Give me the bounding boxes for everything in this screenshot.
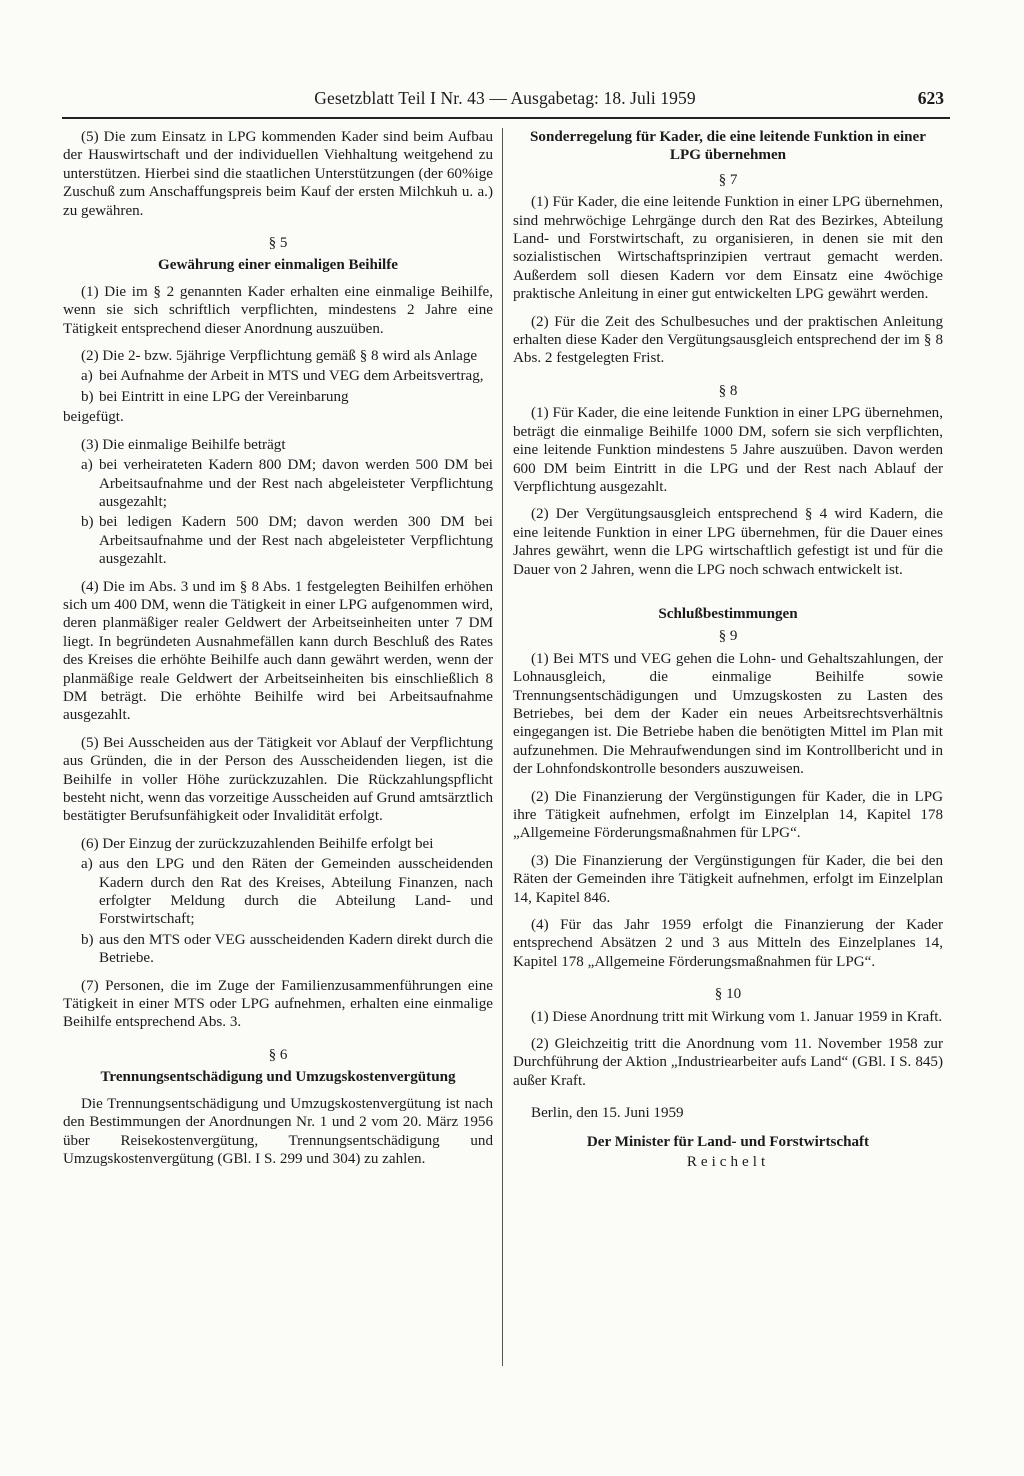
- list-label: a): [81, 457, 93, 474]
- section-number: § 7: [718, 171, 738, 188]
- section-number: § 8: [718, 382, 738, 399]
- paragraph: (1) Bei MTS und VEG gehen die Lohn- und Gehaltszahlungen, der Lohnausgleich, die einmalige Beihilfe sowie Trennungsentschädigungen und Umzugskosten zu Lasten des Betriebes, bei dem der Kader ein neues Arbeitsrechtsverhältnis eingegangen ist. Die Betriebe haben die benötigten Mittel im Plan mit aufzunehmen. Die Mehraufwendungen sind im Kontrollbericht und in der Lohnfondskontrolle besonders auszuweisen.: [513, 650, 943, 778]
- paragraph: (5) Die zum Einsatz in LPG kommenden Kader sind beim Aufbau der Hauswirtschaft und der individuellen Viehhaltung weitgehend zu unterstützen. Hierbei sind die staatlichen Unterstützungen (der 60%ige Zuschuß zum Anschaffungspreis beim Kauf der ersten Milchkuh u. a.) zu gewähren.: [63, 129, 493, 219]
- list-label: b): [81, 931, 94, 948]
- list-item: [81, 456, 493, 511]
- list-label: a): [81, 856, 93, 873]
- right-column: [513, 128, 943, 1172]
- list: [81, 367, 493, 406]
- list-text: bei verheirateten Kadern 800 DM; davon werden 500 DM bei Arbeitsaufnahme und der Rest nach abgeleisteter Verpflichtung ausgezahlt;: [99, 457, 493, 510]
- paragraph: (2) Die Finanzierung der Vergünstigungen für Kader, die in LPG ihre Tätigkeit aufnehmen, erfolgt im Einzelplan 14, Kapitel 178 „Allgemeine Förderungsmaßnahmen für LPG“.: [513, 788, 943, 842]
- section-number: § 6: [268, 1046, 288, 1063]
- list: [81, 456, 493, 568]
- paragraph: (2) Für die Zeit des Schulbesuches und der praktischen Anleitung erhalten diese Kader den Vergütungsausgleich entsprechend der im § 8 Abs. 2 festgelegten Frist.: [513, 313, 943, 367]
- list-text: aus den LPG und den Räten der Gemeinden ausscheidenden Kadern durch den Rat des Kreises, Abteilung Finanzen, nach erfolgter Meldung durch die Abteilung Land- und Forstwirtschaft;: [99, 856, 493, 928]
- list-item: [81, 367, 493, 385]
- list-item: [81, 388, 493, 406]
- column-divider: [502, 128, 503, 1366]
- paragraph: (5) Bei Ausscheiden aus der Tätigkeit vor Ablauf der Verpflichtung aus Gründen, die in der Person des Ausscheidenden liegen, ist die Beihilfe in voller Höhe zurückzuzahlen. Die Rückzahlungspflicht besteht nicht, wenn das vorzeitige Ausscheiden auf Grund amtsärztlich bestätigter Berufsunfähigkeit oder Invalidität erfolgt.: [63, 734, 493, 825]
- paragraph: (1) Für Kader, die eine leitende Funktion in einer LPG übernehmen, beträgt die einmalige Beihilfe 1000 DM, sofern sie sich verpflichten, eine leitende Funktion mindestens 5 Jahre auszuüben. Davon werden 600 DM beim Eintritt in die LPG und der Rest nach Ablauf der Verpflichtung ausgezahlt.: [513, 405, 943, 495]
- list-label: a): [81, 368, 93, 385]
- paragraph: (7) Personen, die im Zuge der Familienzusammenführungen eine Tätigkeit in einer MTS oder LPG aufnehmen, erhalten eine einmalige Beihilfe entsprechend Abs. 3.: [63, 977, 493, 1031]
- paragraph: (2) Die 2- bzw. 5jährige Verpflichtung gemäß § 8 wird als Anlage: [81, 348, 478, 365]
- gazette-title: Gesetzblatt Teil I Nr. 43 — Ausgabetag: 18. Juli 1959: [314, 88, 696, 108]
- list: [81, 855, 493, 967]
- paragraph: (2) Gleichzeitig tritt die Anordnung vom 11. November 1958 zur Durchführung der Aktion „Industriearbeiter aufs Land“ (GBl. I S. 845) außer Kraft.: [513, 1036, 943, 1089]
- paragraph: beigefügt.: [63, 409, 124, 426]
- signer-title: Der Minister für Land- und Forstwirtschaft: [586, 1133, 870, 1150]
- list-label: b): [81, 514, 94, 531]
- section-number: § 10: [714, 986, 742, 1003]
- list-item: [81, 931, 493, 968]
- page-header: [60, 88, 950, 114]
- section-heading: Gewährung einer einmaligen Beihilfe: [158, 257, 398, 274]
- paragraph: Die Trennungsentschädigung und Umzugskostenvergütung ist nach den Bestimmungen der Anordnungen Nr. 1 und 2 vom 20. März 1956 über Reisekostenvergütung, Trennungsentschädigung und Umzugskostenvergütung (GBl. I S. 299 und 304) zu zahlen.: [63, 1095, 493, 1167]
- place-date: Berlin, den 15. Juni 1959: [531, 1105, 684, 1122]
- section-heading: Schlußbestimmungen: [658, 605, 798, 622]
- header-rule: [62, 117, 950, 119]
- list-item: [81, 855, 493, 929]
- paragraph: (4) Für das Jahr 1959 erfolgt die Finanzierung der Kader entsprechend Absätzen 2 und 3 aus Mitteln des Einzelplanes 14, Kapitel 178 „Allgemeine Förderungsmaßnahmen für LPG“.: [513, 917, 943, 970]
- left-column: [63, 128, 493, 1177]
- paragraph: (1) Die im § 2 genannten Kader erhalten eine einmalige Beihilfe, wenn sie sich schriftlich verpflichten, mindestens 2 Jahre eine Tätigkeit entsprechend dieser Anordnung auszuüben.: [63, 283, 493, 337]
- section-heading: Sonderregelung für Kader, die eine leitende Funktion in einer LPG übernehmen: [530, 129, 926, 164]
- section-number: § 9: [718, 628, 738, 645]
- list-text: bei Eintritt in eine LPG der Vereinbarung: [99, 388, 349, 405]
- list-label: b): [81, 388, 94, 405]
- list-item: [81, 513, 493, 568]
- signer-name: Reichelt: [686, 1154, 770, 1171]
- paragraph: (3) Die einmalige Beihilfe beträgt: [81, 436, 286, 453]
- list-text: aus den MTS oder VEG ausscheidenden Kadern direkt durch die Betriebe.: [99, 931, 493, 967]
- section-number: § 5: [268, 235, 288, 252]
- list-text: bei Aufnahme der Arbeit in MTS und VEG dem Arbeitsvertrag,: [99, 368, 484, 385]
- page-number: 623: [917, 88, 944, 108]
- list-text: bei ledigen Kadern 500 DM; davon werden 300 DM bei Arbeitsaufnahme und der Rest nach abgeleisteter Verpflichtung ausgezahlt.: [99, 514, 493, 568]
- paragraph: (6) Der Einzug der zurückzuzahlenden Beihilfe erfolgt bei: [81, 835, 434, 852]
- paragraph: (2) Der Vergütungsausgleich entsprechend § 4 wird Kadern, die eine leitende Funktion in einer LPG übernehmen, für die Dauer eines Jahres gewährt, wenn die LPG wirtschaftlich gefestigt ist und für die Dauer von 2 Jahren, wenn die LPG noch schwach entwickelt ist.: [513, 506, 943, 578]
- paragraph: (3) Die Finanzierung der Vergünstigungen für Kader, die bei den Räten der Gemeinden ihre Tätigkeit aufnehmen, erfolgt im Einzelplan 14, Kapitel 846.: [513, 852, 943, 906]
- paragraph: (4) Die im Abs. 3 und im § 8 Abs. 1 festgelegten Beihilfen erhöhen sich um 400 DM, wenn die Tätigkeit in einer LPG aufgenommen wird, deren planmäßiger realer Geldwert der Arbeitseinheiten unter 7 DM liegt. In begründeten Ausnahmefällen kann durch Beschluß des Rates des Kreises die erhöhte Beihilfe auch dann gewährt werden, wenn der planmäßige reale Geldwert der Arbeitseinheiten bis einschließlich 8 DM beträgt. Die erhöhte Beihilfe wird bei Arbeitsaufnahme ausgezahlt.: [63, 578, 493, 724]
- paragraph: (1) Diese Anordnung tritt mit Wirkung vom 1. Januar 1959 in Kraft.: [531, 1008, 943, 1025]
- section-heading: Trennungsentschädigung und Umzugskostenvergütung: [100, 1069, 456, 1086]
- paragraph: (1) Für Kader, die eine leitende Funktion in einer LPG übernehmen, sind mehrwöchige Lehrgänge durch den Rat des Bezirkes, Abteilung Land- und Forstwirtschaft, zu organisieren, in denen sie mit den sozialistischen Wirtschaftsprinzipien vertraut gemacht werden. Außerdem soll diesen Kadern vor dem Einsatz eine 4wöchige praktische Anleitung in einer gut entwickelten LPG gewährt werden.: [513, 194, 943, 303]
